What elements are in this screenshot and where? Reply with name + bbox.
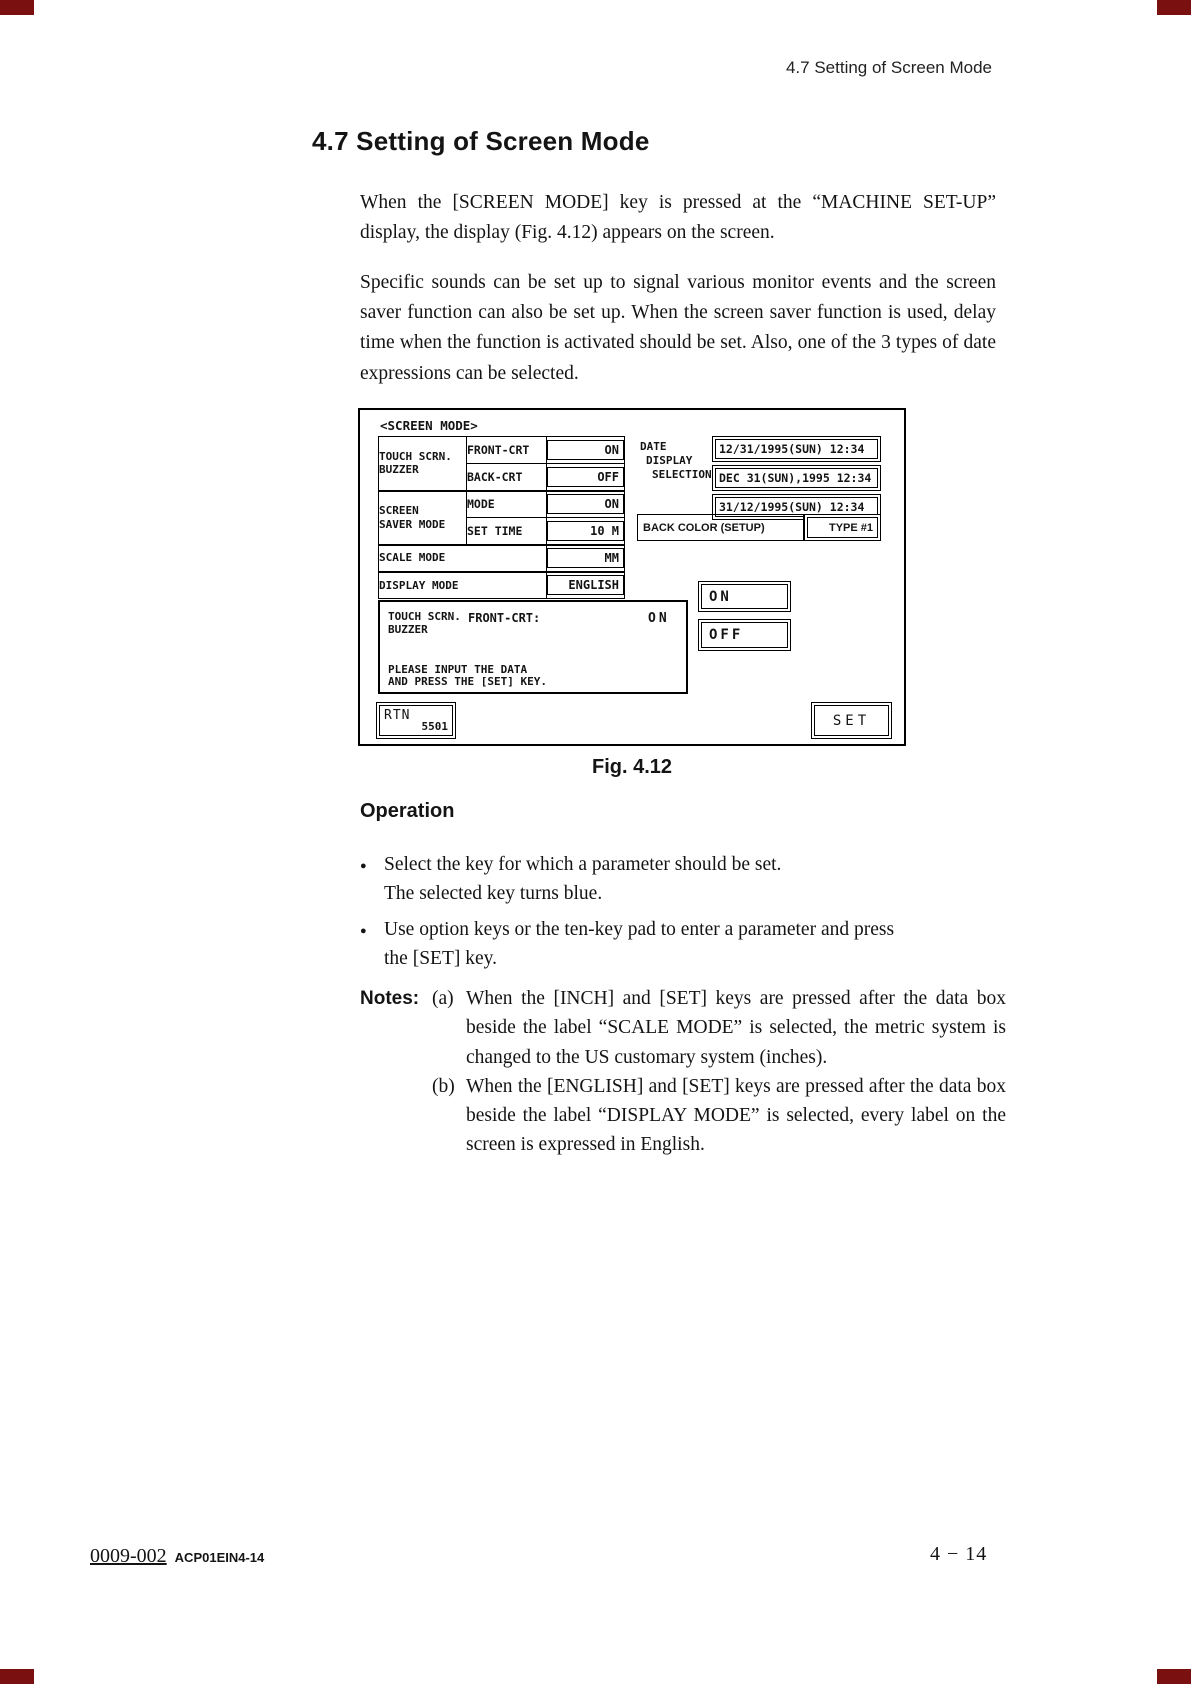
scale-mode-label: SCALE MODE <box>379 545 547 572</box>
note-tag: (b) <box>432 1075 455 1097</box>
on-button[interactable] <box>698 581 791 612</box>
note-text: When the [INCH] and [SET] keys are pressed after the data box beside the label “SCALE MODE” is selected, the metric system is changed to the US customary system (inches). <box>466 988 1006 1068</box>
set-time-value-box[interactable] <box>547 518 625 545</box>
label-line: SCREEN <box>379 504 419 518</box>
paragraph: Specific sounds can be set up to signal various monitor events and the screen saver function can also be set up. When the screen saver function is used, delay time when the function is activated should be set. Also, one of the 3 types of date expressions can be selected. <box>360 272 996 384</box>
bullet-line: Select the key for which a parameter should be set. <box>384 854 782 875</box>
figure-caption: Fig. 4.12 <box>591 756 673 778</box>
screen-title: <SCREEN MODE> <box>380 418 478 433</box>
front-crt-label: FRONT-CRT <box>467 437 547 464</box>
bullet-line: Use option keys or the ten-key pad to enter a parameter and press <box>384 918 895 940</box>
running-header: 4.7 Setting of Screen Mode <box>785 58 992 77</box>
label-line: TOUCH SCRN. <box>388 610 461 623</box>
bullet-line: the [SET] key. <box>384 947 497 969</box>
date-format-options <box>712 436 881 523</box>
front-crt-value: ON <box>547 440 624 460</box>
set-button-label: SET <box>814 705 889 736</box>
back-crt-value: OFF <box>547 467 624 487</box>
message-field-value: ON <box>648 611 670 626</box>
note-text: When the [ENGLISH] and [SET] keys are pressed after the data box beside the label “DISPLAY MODE” is selected, every label on the screen is expressed in English. <box>466 1075 1006 1156</box>
saver-mode-value: ON <box>547 494 624 514</box>
on-button-label: ON <box>701 584 788 609</box>
date-format-option-label: 31/12/1995(SUN) 12:34 <box>715 497 878 517</box>
date-format-option-label: DEC 31(SUN),1995 12:34 <box>715 468 878 488</box>
back-color-value: TYPE #1 <box>807 517 878 538</box>
set-button[interactable] <box>811 702 892 739</box>
prompt-line: PLEASE INPUT THE DATA <box>388 663 528 676</box>
front-crt-value-box[interactable] <box>547 437 625 464</box>
screen-saver-label <box>379 491 467 545</box>
label-line: SELECTION <box>652 467 712 481</box>
back-color-value-box[interactable] <box>804 514 881 541</box>
scan-artifact <box>1157 0 1191 15</box>
operation-heading: Operation <box>360 800 455 822</box>
off-button[interactable] <box>698 619 791 651</box>
bullet-icon: ● <box>360 860 367 872</box>
input-prompt <box>388 664 547 688</box>
scan-artifact <box>0 0 34 15</box>
doc-code: 0009-002 <box>90 1545 167 1567</box>
set-time-label: SET TIME <box>467 518 547 545</box>
notes-label-spacer <box>360 1072 432 1160</box>
label-line: SAVER MODE <box>379 517 446 531</box>
screen-mode-display <box>358 408 906 746</box>
set-time-value: 10 M <box>547 521 624 541</box>
section-title: 4.7 Setting of Screen Mode <box>312 126 650 156</box>
scan-artifact <box>1157 1669 1191 1684</box>
display-mode-value-box[interactable] <box>547 572 625 599</box>
date-format-option-1[interactable] <box>712 436 881 462</box>
note-item <box>360 1072 1006 1160</box>
page-number: 4 − 14 <box>930 1543 988 1565</box>
notes-label: Notes: <box>360 988 420 1009</box>
saver-mode-label: MODE <box>467 491 547 518</box>
prompt-line: AND PRESS THE [SET] KEY. <box>388 675 547 689</box>
doc-sub-code: ACP01EIN4-14 <box>174 1550 265 1565</box>
label-line: BUZZER <box>388 623 428 637</box>
scan-artifact <box>0 1669 34 1684</box>
display-mode-label: DISPLAY MODE <box>379 572 547 599</box>
notes-section <box>360 984 1006 1160</box>
bullet-line: The selected key turns blue. <box>384 883 603 905</box>
footer-doc-id <box>90 1545 264 1568</box>
label-line: DISPLAY <box>646 453 693 467</box>
date-format-option-label: 12/31/1995(SUN) 12:34 <box>715 439 878 459</box>
back-color-label: BACK COLOR (SETUP) <box>637 514 804 541</box>
settings-table <box>378 436 625 599</box>
message-touch-buzzer-label <box>388 610 461 636</box>
label-line: DATE <box>640 440 667 453</box>
message-panel <box>378 600 688 694</box>
saver-mode-value-box[interactable] <box>547 491 625 518</box>
paragraph: When the [SCREEN MODE] key is pressed at the “MACHINE SET-UP” display, the display (Fig. 4.12) appears on the screen. <box>360 192 996 244</box>
note-item <box>360 984 1006 1072</box>
rtn-button-code: 5501 <box>421 720 448 733</box>
label-line: TOUCH SCRN. <box>379 450 452 464</box>
label-line: BUZZER <box>379 463 419 477</box>
touch-buzzer-label <box>379 437 467 491</box>
display-mode-value: ENGLISH <box>547 575 624 595</box>
bullet-icon: ● <box>360 924 367 937</box>
note-tag: (a) <box>432 988 454 1009</box>
operation-bullets <box>360 850 1005 979</box>
rtn-button[interactable] <box>376 702 456 739</box>
date-display-selection-label <box>640 440 712 481</box>
off-button-label: OFF <box>701 622 788 648</box>
back-crt-value-box[interactable] <box>547 464 625 491</box>
back-crt-label: BACK-CRT <box>467 464 547 491</box>
operation-bullet <box>360 915 1005 974</box>
scale-mode-value: MM <box>547 548 624 568</box>
scale-mode-value-box[interactable] <box>547 545 625 572</box>
date-format-option-2[interactable] <box>712 465 881 491</box>
operation-bullet <box>360 850 1005 909</box>
message-field-label: FRONT-CRT: <box>468 611 541 625</box>
rtn-button-label: RTN <box>384 708 411 723</box>
